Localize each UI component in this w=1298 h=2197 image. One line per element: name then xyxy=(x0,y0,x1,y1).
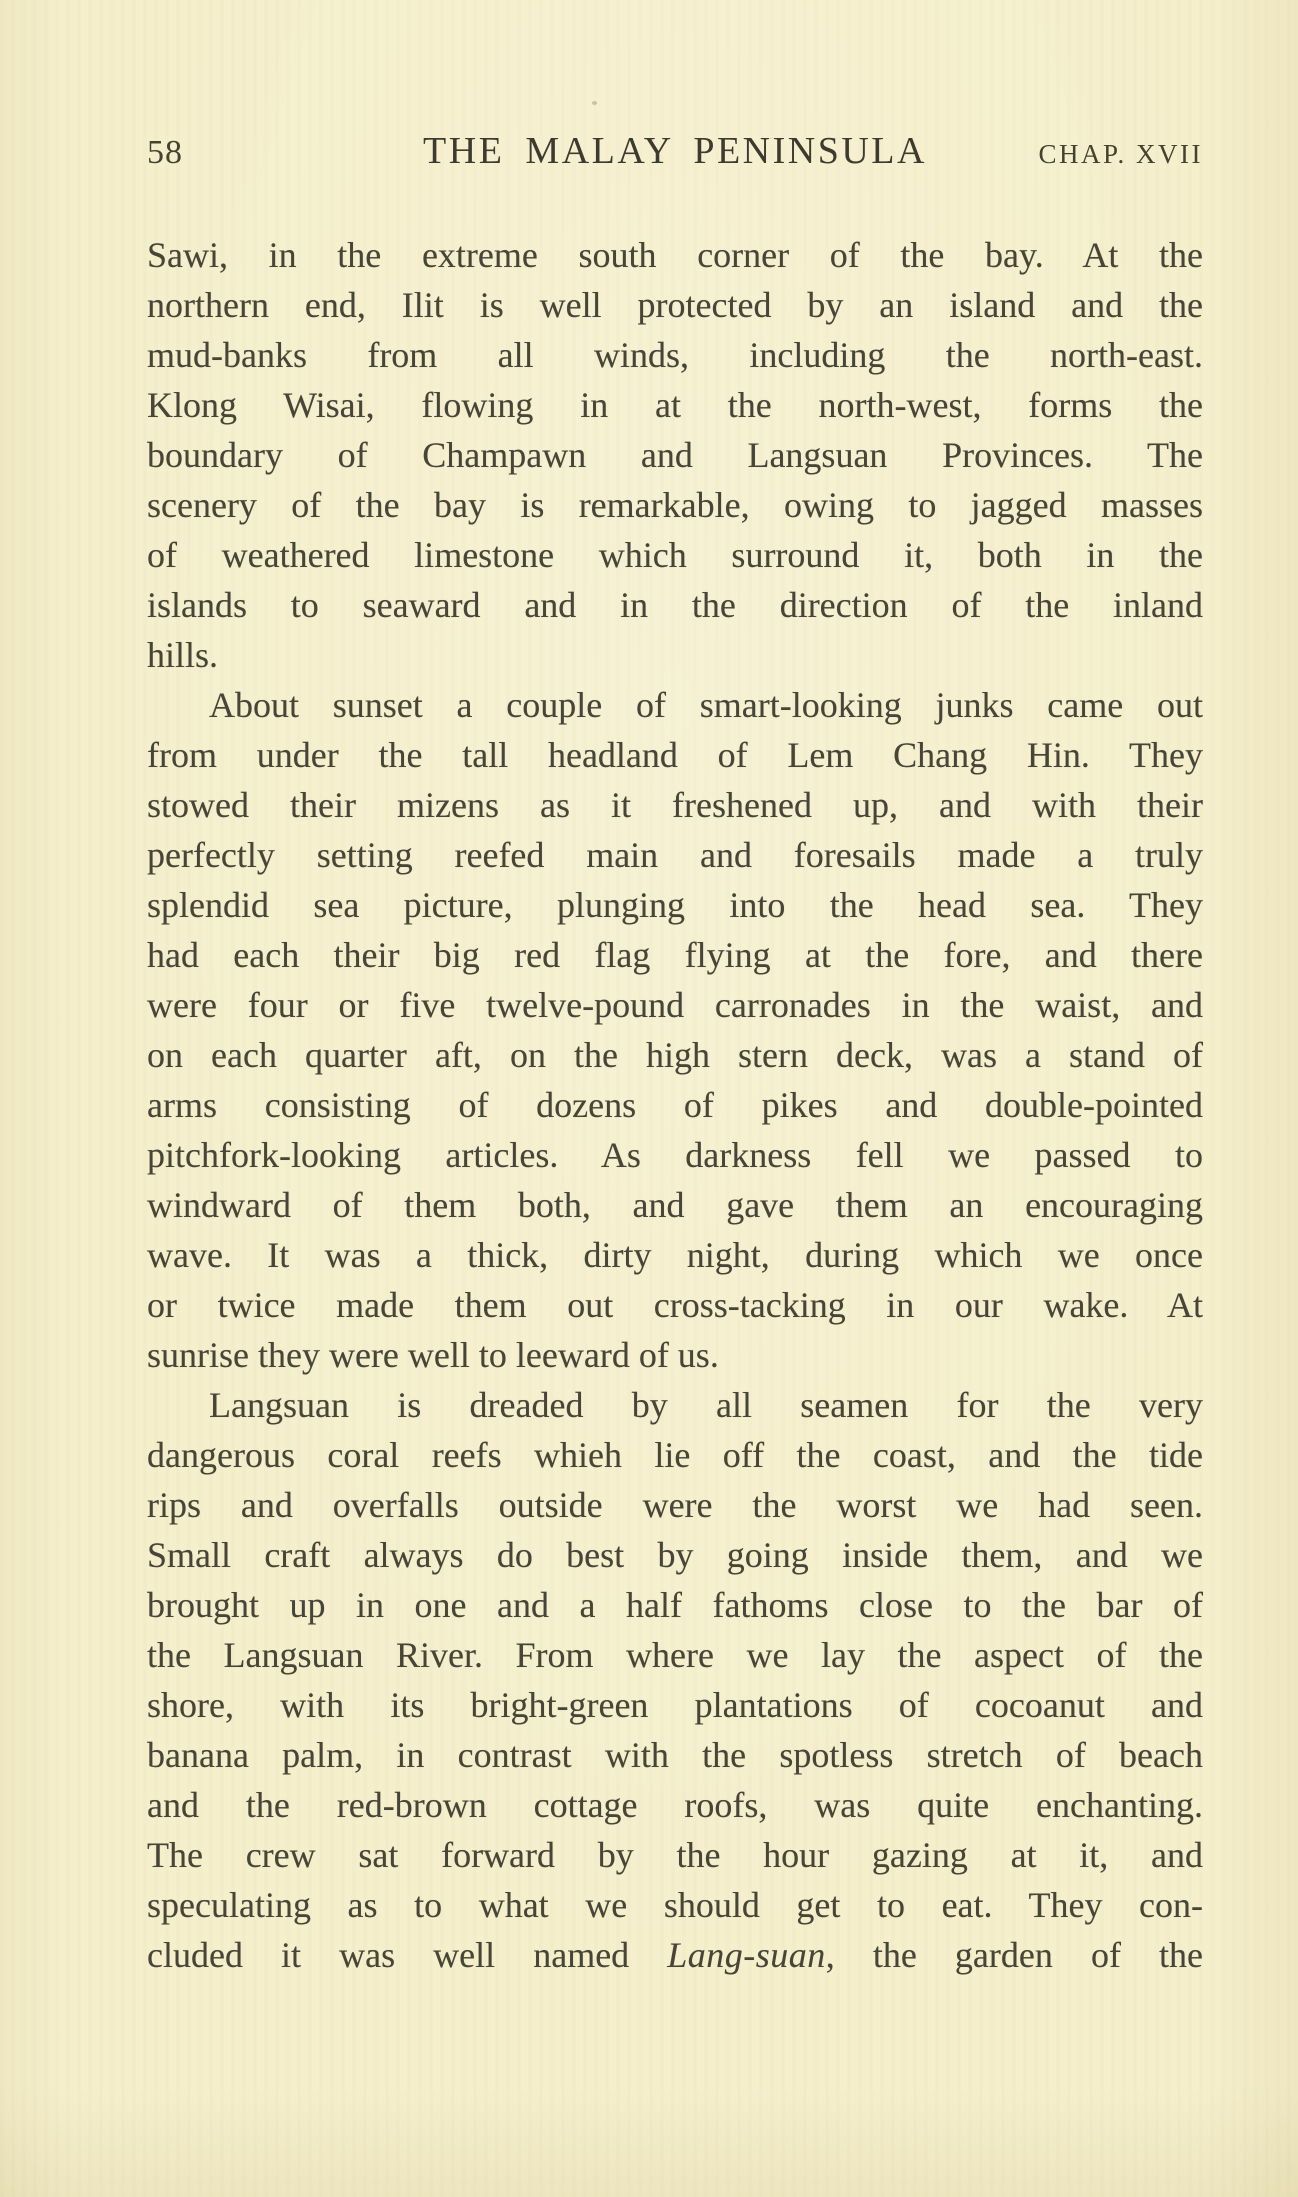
text-segment: scenery of the bay is remarkable, owing to jagged masses xyxy=(147,485,1203,525)
text-line xyxy=(147,1480,1203,1530)
text-line xyxy=(147,280,1203,330)
text-line xyxy=(147,930,1203,980)
text-line xyxy=(147,730,1203,780)
page-body xyxy=(147,230,1203,1980)
text-line xyxy=(147,1430,1203,1480)
text-segment: from under the tall headland of Lem Chang Hin. They xyxy=(147,735,1203,775)
text-line xyxy=(147,480,1203,530)
text-segment: and the red-brown cottage roofs, was quite enchanting. xyxy=(147,1785,1203,1825)
text-line xyxy=(147,780,1203,830)
text-segment: rips and overfalls outside were the worst we had seen. xyxy=(147,1485,1203,1525)
text-segment: or twice made them out cross-tacking in our wake. At xyxy=(147,1285,1203,1325)
text-segment: islands to seaward and in the direction of the inland xyxy=(147,585,1203,625)
text-line xyxy=(147,230,1203,280)
text-line xyxy=(147,1230,1203,1280)
text-segment: About sunset a couple of smart-looking junks came out xyxy=(209,685,1203,725)
text-segment: shore, with its bright-green plantations of cocoanut and xyxy=(147,1685,1203,1725)
text-line xyxy=(147,830,1203,880)
text-line xyxy=(147,1380,1203,1430)
text-segment: , the garden of the xyxy=(825,1935,1203,1975)
text-segment: speculating as to what we should get to eat. They con- xyxy=(147,1885,1203,1925)
text-segment: arms consisting of dozens of pikes and double-pointed xyxy=(147,1085,1203,1125)
page-number: 58 xyxy=(147,134,183,171)
text-segment: sunrise they were well to leeward of us. xyxy=(147,1335,719,1375)
text-line xyxy=(147,580,1203,630)
text-segment: dangerous coral reefs whieh lie off the coast, and the tide xyxy=(147,1435,1203,1475)
page-header xyxy=(147,132,1203,170)
text-segment: wave. It was a thick, dirty night, during which we once xyxy=(147,1235,1203,1275)
text-line xyxy=(147,1330,1203,1380)
text-line xyxy=(147,330,1203,380)
text-segment: Sawi, in the extreme south corner of the bay. At the xyxy=(147,235,1203,275)
text-line xyxy=(147,1130,1203,1180)
text-line xyxy=(147,1880,1203,1930)
text-segment: banana palm, in contrast with the spotless stretch of beach xyxy=(147,1735,1203,1775)
text-segment: windward of them both, and gave them an encouraging xyxy=(147,1185,1203,1225)
text-line xyxy=(147,380,1203,430)
text-segment: brought up in one and a half fathoms close to the bar of xyxy=(147,1585,1203,1625)
text-line xyxy=(147,980,1203,1030)
text-segment: stowed their mizens as it freshened up, and with their xyxy=(147,785,1203,825)
text-line xyxy=(147,1680,1203,1730)
running-title: THE MALAY PENINSULA xyxy=(423,130,927,172)
text-line xyxy=(147,1780,1203,1830)
text-segment: the Langsuan River. From where we lay the aspect of the xyxy=(147,1635,1203,1675)
text-line xyxy=(147,1830,1203,1880)
text-segment: on each quarter aft, on the high stern deck, was a stand of xyxy=(147,1035,1203,1075)
text-line xyxy=(147,430,1203,480)
text-line xyxy=(147,1730,1203,1780)
text-line xyxy=(147,1530,1203,1580)
text-line xyxy=(147,680,1203,730)
text-segment: northern end, Ilit is well protected by an island and the xyxy=(147,285,1203,325)
text-line xyxy=(147,530,1203,580)
text-line xyxy=(147,1580,1203,1630)
text-line xyxy=(147,1180,1203,1230)
text-line xyxy=(147,880,1203,930)
paper-speck xyxy=(592,101,597,105)
text-segment: perfectly setting reefed main and foresails made a truly xyxy=(147,835,1203,875)
text-line xyxy=(147,1030,1203,1080)
text-segment: of weathered limestone which surround it, both in the xyxy=(147,535,1203,575)
chapter-label: CHAP. XVII xyxy=(1038,139,1203,169)
text-segment: cluded it was well named xyxy=(147,1935,668,1975)
text-segment: Small craft always do best by going inside them, and we xyxy=(147,1535,1203,1575)
text-line xyxy=(147,630,1203,680)
text-segment: had each their big red flag flying at the fore, and there xyxy=(147,935,1203,975)
text-segment: were four or five twelve-pound carronades in the waist, and xyxy=(147,985,1203,1025)
text-line xyxy=(147,1930,1203,1980)
text-segment: Klong Wisai, flowing in at the north-west, forms the xyxy=(147,385,1203,425)
text-line xyxy=(147,1630,1203,1680)
text-line xyxy=(147,1080,1203,1130)
text-segment: splendid sea picture, plunging into the head sea. They xyxy=(147,885,1203,925)
text-segment: The crew sat forward by the hour gazing at it, and xyxy=(147,1835,1203,1875)
text-segment: hills. xyxy=(147,635,219,675)
text-segment: pitchfork-looking articles. As darkness fell we passed to xyxy=(147,1135,1203,1175)
text-line xyxy=(147,1280,1203,1330)
italic-text: Lang-suan xyxy=(667,1935,826,1975)
text-segment: mud-banks from all winds, including the north-east. xyxy=(147,335,1203,375)
text-segment: Langsuan is dreaded by all seamen for the very xyxy=(209,1385,1203,1425)
text-segment: boundary of Champawn and Langsuan Provinces. The xyxy=(147,435,1203,475)
